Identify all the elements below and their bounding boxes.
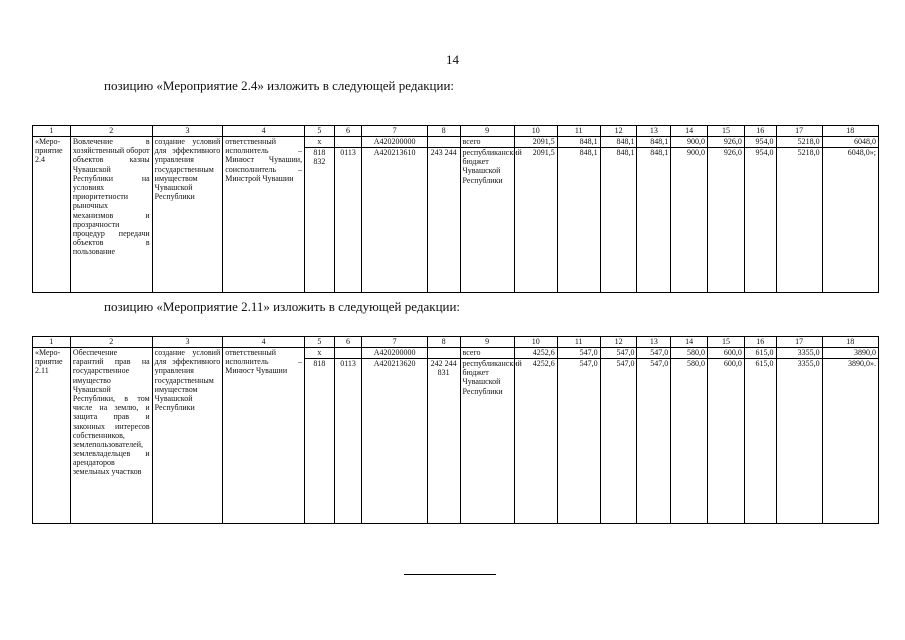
amount-cell: 615,0 [744,348,776,359]
col-header: 9 [460,126,514,137]
amount-cell: 926,0 [708,148,745,293]
col-header: 10 [514,126,557,137]
amount-cell: 615,0 [744,359,776,524]
amount-cell: 547,0 [557,348,600,359]
amount-cell: 600,0 [708,359,745,524]
target-article-code: А420200000 [362,137,427,148]
amount-cell: 848,1 [600,148,637,293]
section-code [334,137,362,148]
target-article-code: А420213610 [362,148,427,293]
footer-divider [404,574,496,575]
measure-number: «Меро-приятие 2.4 [33,137,71,293]
expense-type-code [427,137,460,148]
measure-number: «Меро-приятие 2.11 [33,348,71,524]
amount-cell: 926,0 [708,137,745,148]
col-header: 14 [671,337,708,348]
col-header: 6 [334,126,362,137]
col-header: 10 [514,337,557,348]
col-header: 3 [152,126,223,137]
col-header: 15 [708,337,745,348]
col-header: 12 [600,337,637,348]
grbs-code: x [305,137,335,148]
col-header: 2 [70,126,152,137]
heading-measure-2-4: позицию «Мероприятие 2.4» изложить в следующей редакции: [104,78,455,93]
amount-cell: 900,0 [671,148,708,293]
expense-type-code: 242 244 831 [427,359,460,524]
amount-cell: 5218,0 [776,137,822,148]
amount-cell: 848,1 [637,148,671,293]
col-header: 1 [33,126,71,137]
grbs-code: 818 [305,359,335,524]
col-header: 7 [362,337,427,348]
col-header: 2 [70,337,152,348]
amount-cell: 2091,5 [514,137,557,148]
col-header: 14 [671,126,708,137]
grbs-code: x [305,348,335,359]
measure-goal: создание условий для эффективного управления государственным имуществом Чувашской Республики [152,348,223,524]
amount-cell: 3890,0 [822,348,878,359]
amount-cell: 6048,0»; [822,148,878,293]
col-header: 11 [557,126,600,137]
col-header: 18 [822,126,878,137]
col-header: 5 [305,126,335,137]
col-header: 1 [33,337,71,348]
page-number: 14 [446,52,459,67]
section-code [334,348,362,359]
col-header: 6 [334,337,362,348]
amount-cell: 547,0 [557,359,600,524]
amount-cell: 900,0 [671,137,708,148]
measure-title: Вовлечение в хозяйственный оборот объектов казны Чувашской Республики на условиях приоритетности рыночных механизмов и прозрачности процедур передачи объектов в пользование [70,137,152,293]
amount-cell: 5218,0 [776,148,822,293]
section-code: 0113 [334,359,362,524]
table-header-row [33,126,879,137]
grbs-code: 818 832 [305,148,335,293]
table-row-total [33,137,879,148]
amount-cell: 848,1 [557,148,600,293]
col-header: 15 [708,126,745,137]
target-article-code: А420213620 [362,359,427,524]
amount-cell: 3890,0». [822,359,878,524]
col-header: 13 [637,337,671,348]
measure-title: Обеспечение гарантий прав на государственное имущество Чувашской Республики, в том числе на землю, и защита прав и законных интересов собственников, землепользователей, землевладельцев и арендаторов земельных участков [70,348,152,524]
col-header: 5 [305,337,335,348]
amount-cell: 547,0 [637,348,671,359]
col-header: 12 [600,126,637,137]
col-header: 11 [557,337,600,348]
table-row-total [33,348,879,359]
amount-cell: 3355,0 [776,348,822,359]
col-header: 13 [637,126,671,137]
amount-cell: 3355,0 [776,359,822,524]
expense-type-code [427,348,460,359]
funding-source: республиканский бюджет Чувашской Республики [460,148,514,293]
col-header: 8 [427,337,460,348]
col-header: 7 [362,126,427,137]
amount-cell: 580,0 [671,359,708,524]
measure-goal: создание условий для эффективного управления государственным имуществом Чувашской Республики [152,137,223,293]
col-header: 16 [744,337,776,348]
amount-cell: 4252,6 [514,348,557,359]
col-header: 4 [223,126,305,137]
col-header: 18 [822,337,878,348]
section-code: 0113 [334,148,362,293]
col-header: 8 [427,126,460,137]
amount-cell: 4252,6 [514,359,557,524]
col-header: 17 [776,126,822,137]
amount-cell: 6048,0 [822,137,878,148]
funding-source: всего [460,348,514,359]
amount-cell: 2091,5 [514,148,557,293]
col-header: 16 [744,126,776,137]
table-measure-2-11 [32,336,879,524]
amount-cell: 547,0 [600,348,637,359]
amount-cell: 848,1 [637,137,671,148]
amount-cell: 580,0 [671,348,708,359]
col-header: 4 [223,337,305,348]
amount-cell: 954,0 [744,148,776,293]
funding-source: республиканский бюджет Чувашской Республики [460,359,514,524]
amount-cell: 547,0 [600,359,637,524]
col-header: 9 [460,337,514,348]
amount-cell: 600,0 [708,348,745,359]
target-article-code: А420200000 [362,348,427,359]
amount-cell: 848,1 [600,137,637,148]
heading-measure-2-11: позицию «Мероприятие 2.11» изложить в следующей редакции: [104,299,461,314]
measure-executors: ответственный исполнитель – Минюст Чувашии, соисполнитель – Минстрой Чувашии [223,137,305,293]
table-measure-2-4 [32,125,879,293]
amount-cell: 954,0 [744,137,776,148]
expense-type-code: 243 244 [427,148,460,293]
col-header: 3 [152,337,223,348]
amount-cell: 547,0 [637,359,671,524]
col-header: 17 [776,337,822,348]
table-header-row [33,337,879,348]
amount-cell: 848,1 [557,137,600,148]
funding-source: всего [460,137,514,148]
measure-executors: ответственный исполнитель – Минюст Чувашии [223,348,305,524]
